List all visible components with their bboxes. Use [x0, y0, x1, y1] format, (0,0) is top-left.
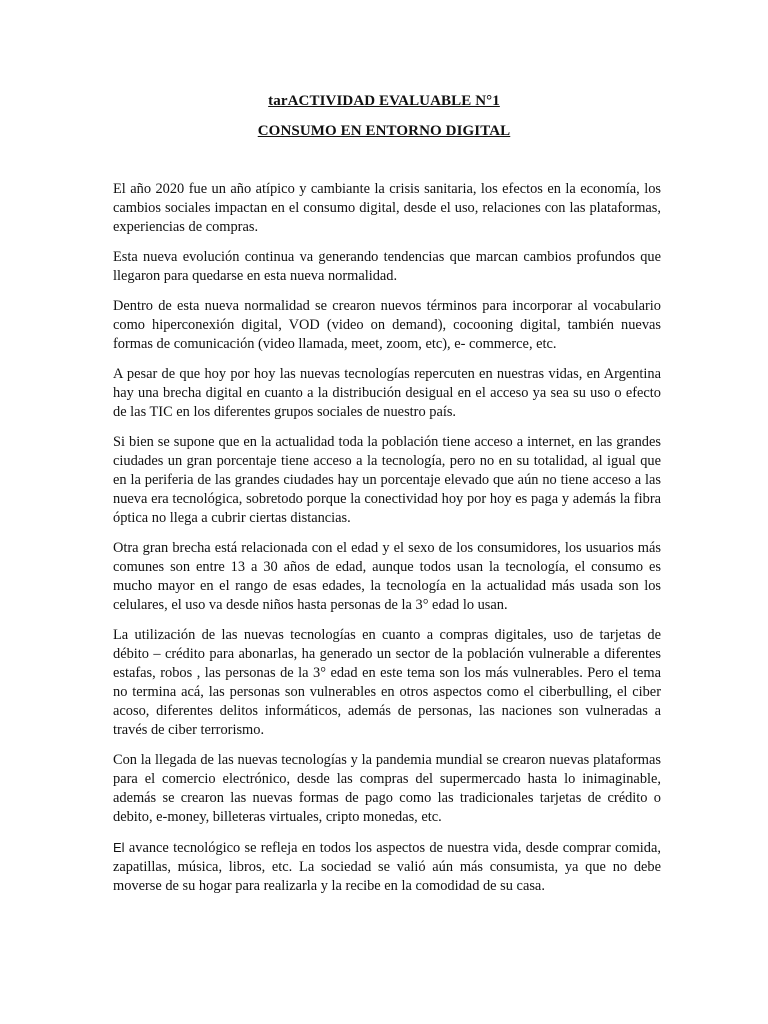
paragraph-last	[113, 838, 661, 896]
document-title: tarACTIVIDAD EVALUABLE N°1	[268, 93, 500, 109]
paragraph: El año 2020 fue un año atípico y cambiante la crisis sanitaria, los efectos en la economía, los cambios sociales impactan en el consumo digital, desde el uso, relaciones con las plataformas, experiencias de compras.	[113, 181, 661, 235]
document-body	[113, 180, 661, 907]
paragraph: A pesar de que hoy por hoy las nuevas tecnologías repercuten en nuestras vidas, en Argentina hay una brecha digital en cuanto a la distribución desigual en el acceso ya sea su uso o efecto de las TIC en los diferentes grupos sociales de nuestro país.	[113, 366, 661, 420]
paragraph: Otra gran brecha está relacionada con el edad y el sexo de los consumidores, los usuarios más comunes son entre 13 a 30 años de edad, aunque todos usan la tecnología, el consumo es mucho mayor en el rango de esas edades, la tecnología en la actualidad más usada son los celulares, el uso va desde niños hasta personas de la 3° edad lo usan.	[113, 540, 661, 613]
paragraph: La utilización de las nuevas tecnologías en cuanto a compras digitales, uso de tarjetas de débito – crédito para abonarlas, ha generado un sector de la población vulnerable a diferentes estafas, robos , las personas de la 3° edad en este tema son los más vulnerables. Pero el tema no termina acá, las personas son vulnerables en otros aspectos como el ciberbulling, el ciber acoso, diferentes delitos informáticos, además de personas, las naciones son vulneradas a través de ciber terrorismo.	[113, 627, 661, 738]
paragraph: Dentro de esta nueva normalidad se crearon nuevos términos para incorporar al vocabulario como hiperconexión digital, VOD (video on demand), cocooning digital, también nuevas formas de comunicación (video llamada, meet, zoom, etc), e- commerce, etc.	[113, 298, 661, 352]
paragraph: Si bien se supone que en la actualidad toda la población tiene acceso a internet, en las grandes ciudades un gran porcentaje tiene acceso a la tecnología, pero no en su totalidad, al igual que en la periferia de las grandes ciudades hay un porcentaje elevado que aún no tiene acceso a las nueva era tecnológica, sobretodo porque la conectividad hoy por hoy es paga y además la fibra óptica no llega a cubrir ciertas distancias.	[113, 434, 661, 526]
paragraph: Con la llegada de las nuevas tecnologías y la pandemia mundial se crearon nuevas plataformas para el comercio electrónico, desde las compras del supermercado hasta lo inimaginable, además se crearon las nuevas formas de pago como las tradicionales tarjetas de crédito o debito, e-money, billeteras virtuales, cripto monedas, etc.	[113, 752, 661, 825]
paragraph: Esta nueva evolución continua va generando tendencias que marcan cambios profundos que llegaron para quedarse en esta nueva normalidad.	[113, 249, 661, 284]
paragraph-rest: avance tecnológico se refleja en todos los aspectos de nuestra vida, desde comprar comida, zapatillas, música, libros, etc. La sociedad se valió aún más consumista, ya que no debe moverse de su hogar para realizarla y la recibe en la comodidad de su casa.	[113, 840, 661, 894]
paragraph-lead-in: El	[113, 840, 125, 855]
document-subtitle: CONSUMO EN ENTORNO DIGITAL	[257, 123, 511, 139]
